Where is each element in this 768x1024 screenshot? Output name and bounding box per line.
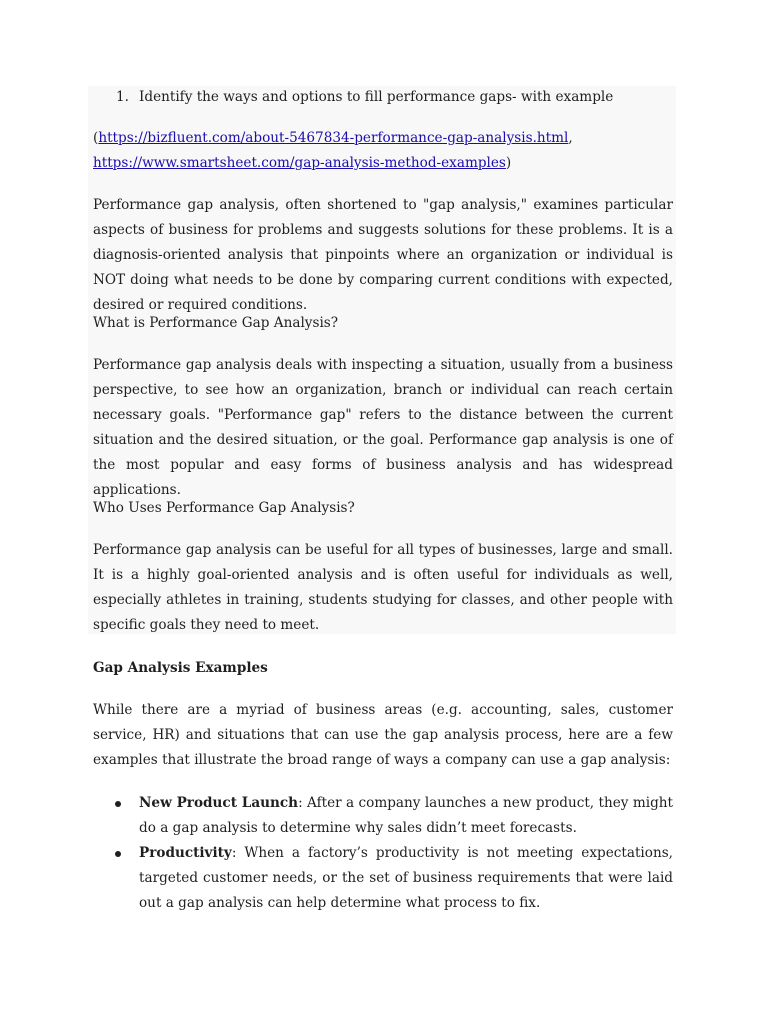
examples-heading: Gap Analysis Examples [93, 660, 268, 676]
list-item-number: 1. [116, 89, 129, 105]
bullet-description: : After a company launches a new product, they might do a gap analysis to determine why sales didn’t meet forecasts. [139, 795, 673, 836]
bullet-title: New Product Launch [139, 795, 299, 811]
list-item-text: Identify the ways and options to fill performance gaps- with example [139, 89, 614, 105]
comma: , [568, 130, 573, 146]
bullet-title: Productivity [139, 845, 232, 861]
bullet-icon [115, 801, 121, 807]
answer-what-is: Performance gap analysis deals with inspecting a situation, usually from a business perspective, to see how an organization, branch or individual can reach certain necessary goals. "Performance gap" refers to the distance between the current situation and the desired situation, or the goal. Performance gap analysis is one of the most popular and easy forms of business analysis and has widespread applications. [93, 357, 673, 498]
intro-paragraph: Performance gap analysis, often shortened to "gap analysis," examines particular aspects of business for problems and suggests solutions for these problems. It is a diagnosis-oriented analysis that pinpoints where an organization or individual is NOT doing what needs to be done by comparing current conditions with expected, desired or required conditions. [93, 197, 673, 313]
question-who-uses: Who Uses Performance Gap Analysis? [93, 500, 355, 516]
bullet-description: : When a factory’s productivity is not meeting expectations, targeted customer needs, or the set of business requirements that were laid out a gap analysis can help determine what process to fix. [139, 845, 673, 911]
close-paren: ) [505, 155, 512, 171]
question-what-is: What is Performance Gap Analysis? [93, 315, 339, 331]
sources-paragraph [93, 126, 673, 176]
smartsheet-link[interactable]: https://www.smartsheet.com/gap-analysis-method-examples [93, 155, 506, 171]
bullet-new-product-launch [139, 791, 673, 841]
bullet-productivity [139, 841, 673, 916]
bizfluent-link[interactable]: https://bizfluent.com/about-5467834-performance-gap-analysis.html [98, 130, 569, 146]
answer-who-uses: Performance gap analysis can be useful for all types of businesses, large and small. It is a highly goal-oriented analysis and is often useful for individuals as well, especially athletes in training, students studying for classes, and other people with specific goals they need to meet. [93, 542, 673, 633]
examples-intro: While there are a myriad of business areas (e.g. accounting, sales, customer service, HR) and situations that can use the gap analysis process, here are a few examples that illustrate the broad range of ways a company can use a gap analysis: [93, 702, 673, 768]
open-paren: ( [93, 130, 99, 146]
bullet-icon [115, 851, 121, 857]
